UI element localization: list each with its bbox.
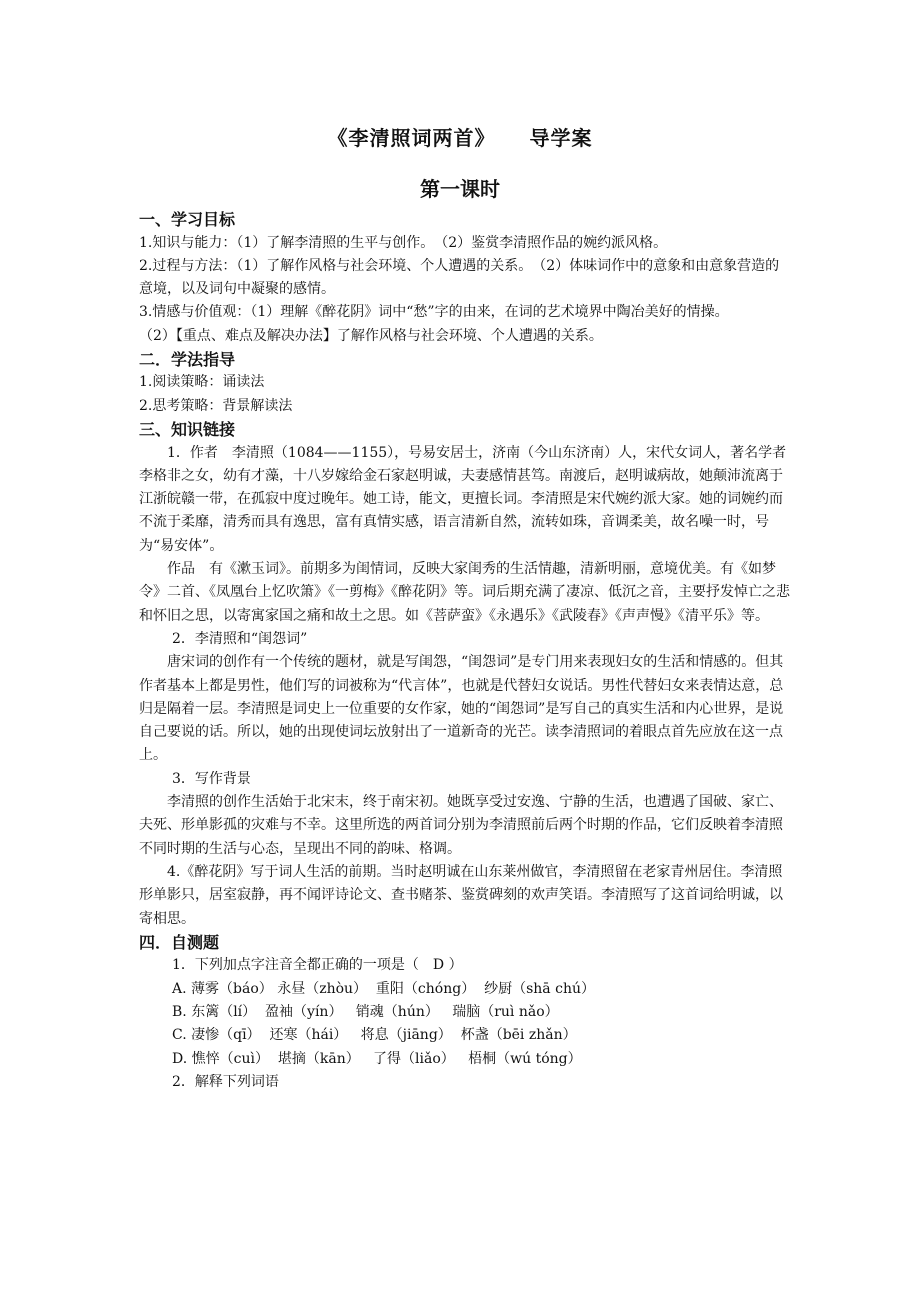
question-1: 1．下列加点字注音全都正确的一项是（ D ）: [172, 957, 463, 974]
option-d: D. 憔悴（cuì） 堪摘（kān） 了得（liǎo） 梧桐（wú tóng）: [172, 1050, 582, 1067]
goal-line-1: 1.知识与能力：（1）了解李清照的生平与创作。 （2）鉴赏李清照作品的婉约派风格。: [139, 234, 668, 251]
title-sub: 导学案: [529, 126, 593, 150]
section-heading-method: 二．学法指导: [139, 349, 236, 369]
goal-line-2: 2.过程与方法：（1）了解作风格与社会环境、个人遭遇的关系。 （2）体味词作中的意象和由意象营造的意境，以及词句中凝聚的感情。: [139, 257, 780, 298]
knowledge-works-paragraph: 作品 有《漱玉词》。前期多为闺情词，反映大家闺秀的生活情趣，清新明丽，意境优美。有《如梦令》二首、《凤凰台上忆吹箫》《一剪梅》《醉花阴》等。词后期充满了凄凉、低沉之音，主要抒发悼亡之悲和怀旧之思，以寄寓家国之痛和故土之思。如《菩萨蛮》《永遇乐》《武陵春》《声声慢》《清平乐》等。: [139, 561, 790, 624]
method-line-2: 2.思考策略：背景解读法: [139, 397, 293, 414]
knowledge-background-paragraph: 李清照的创作生活始于北宋末，终于南宋初。她既享受过安逸、宁静的生活，也遭遇了国破、家亡、夫死、形单影孤的灾难与不幸。这里所选的两首词分别为李清照前后两个时期的作品，它们反映着李清照不同时期的生活与心态，呈现出不同的韵味、格调。: [139, 794, 783, 857]
option-b: B. 东篱（lí） 盈袖（yín） 销魂（hún） 瑞脑（ruì nǎo）: [172, 1003, 559, 1020]
knowledge-zuihuayin-paragraph: 4.《醉花阴》写于词人生活的前期。当时赵明诚在山东莱州做官，李清照留在老家青州居住。李清照形单影只，居室寂静，再不闻评诗论文、查书赌茶、鉴赏碑刻的欢声笑语。李清照写了这首词给明诚，以寄相思。: [139, 863, 783, 927]
option-c: C. 凄惨（qī） 还寒（hái） 将息（jiāng） 杯盏（bēi zhǎn）: [172, 1027, 577, 1044]
knowledge-subheading-2: 2．李清照和“闺怨词”: [172, 630, 308, 647]
document-title: [0, 122, 920, 151]
section-heading-test: 四．自测题: [139, 932, 220, 952]
section-heading-goals: 一、学习目标: [139, 210, 236, 229]
goal-line-3: 3.情感与价值观：（1）理解《醉花阴》词中“愁”字的由来，在词的艺术境界中陶冶美好的情操。: [139, 304, 729, 321]
knowledge-author-paragraph: 1．作者 李清照（1084——1155），号易安居士，济南（今山东济南）人，宋代女词人，著名学者李格非之女，幼有才藻，十八岁嫁给金石家赵明诚，夫妻感情甚笃。南渡后，赵明诚病故，她颠沛流离于江浙皖赣一带，在孤寂中度过晚年。她工诗，能文，更擅长词。李清照是宋代婉约派大家。她的词婉约而不流于柔靡，清秀而具有逸思，富有真情实感，语言清新自然，流转如珠，音调柔美，故名噪一时，号为“易安体”。: [139, 444, 787, 554]
section-heading-knowledge: 三、知识链接: [139, 420, 236, 440]
title-main: 《李清照词两首》: [327, 126, 496, 150]
knowledge-guiyuan-paragraph: 唐宋词的创作有一个传统的题材，就是写闺怨，“闺怨词”是专门用来表现妇女的生活和情感的。但其作者基本上都是男性，他们写的词被称为“代言体”，也就是代替妇女说话。男性代替妇女来表情达意，总归是隔着一层。李清照是词史上一位重要的女作家，她的“闺怨词”是写自己的真实生活和内心世界，是说自己要说的话。所以，她的出现使词坛放射出了一道新奇的光芒。读李清照词的着眼点首先应放在这一点上。: [139, 654, 784, 764]
document-body: [139, 208, 791, 1094]
knowledge-subheading-3: 3．写作背景: [172, 770, 251, 787]
method-line-1: 1.阅读策略：诵读法: [139, 374, 265, 391]
question-2: 2．解释下列词语: [172, 1073, 279, 1090]
lesson-title: 第一课时: [420, 177, 500, 201]
option-a: A. 薄雾（báo） 永昼（zhòu） 重阳（chóng） 纱厨（shā chú）: [172, 980, 595, 997]
goal-line-4: （2）【重点、难点及解决办法】了解作风格与社会环境、个人遭遇的关系。: [139, 327, 603, 344]
